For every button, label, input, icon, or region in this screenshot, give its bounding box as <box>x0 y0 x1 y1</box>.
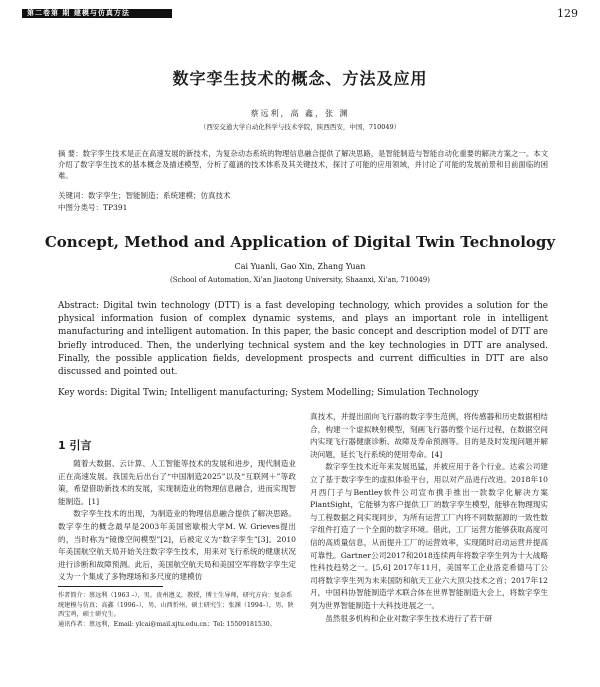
footnotes <box>58 591 298 629</box>
paragraph: 数字孪生技术近年来发展迅猛，并被应用于各个行业。达索公司建立了基于数字孪生的虚拟体验平台，用以对产品进行改进。2018年10月西门子与Bentley软件公司宣布携手推出一款数字化解决方案PlantSight，它能够为客户提供工厂的数字孪生模型，能够在物理现实与工程数据之间实现同步，为所有运营工厂内将不同数据源的一致性数字组件打造了一个全面的数字环境。借此，工厂运营方能够获取高度可信的高质量信息，从而提升工厂的运营效率，实现随时启动运营并提高可靠性。Gartner公司2017和2018连续两年将数字孪生列为十大战略性科技趋势之一。[5,6] 2017年11月，美国军工企业洛克希德马丁公司将数字孪生列为未来国防和航天工业六大顶尖技术之首；2017年12月，中国科协智能制造学术联合体在世界智能制造大会上，将数字孪生列为世界智能制造十大科技进展之一。 <box>310 462 548 610</box>
paragraph: 随着大数据、云计算、人工智能等技术的发展和进步，现代制造业正在高速发展。我国先后出台了“中国制造2025”以及“互联网＋”等政策，希望借助新技术的发展，实现制造业的物理信息融合，进而实现智能制造。[1] <box>58 459 296 506</box>
keywords-english: Key words: Digital Twin; Intelligent manufacturing; System Modelling; Simulation Technology <box>58 388 479 398</box>
running-header-title: 第二卷第 期 建模与仿真方法 <box>27 9 130 17</box>
footnote-divider <box>58 586 163 587</box>
keywords-chinese: 关键词：数字孪生；智能制造；系统建模；仿真技术 <box>58 191 231 200</box>
title-english: Concept, Method and Application of Digital Twin Technology <box>44 233 556 251</box>
affiliation-chinese: （西安交通大学自动化科学与技术学院，陕西西安，中国，710049） <box>199 123 401 131</box>
paragraph: 虽然很多机构和企业对数字孪生技术进行了若干研 <box>325 613 493 623</box>
abstract-chinese: 摘 要：数字孪生技术是正在高速发展的新技术，为复杂动态系统的物理信息融合提供了解决思路，是智能制造与智能自动化重要的解决方案之一。本文介绍了数字孪生技术的基本概念及描述模型，分析了蕴涵的技术体系及其关键技术，探讨了可能的应用领域，并讨论了可能的发展前景和目前面临的困难。 <box>58 149 548 180</box>
body-right-column <box>310 411 548 625</box>
footnote-author-info: 作者简介：蔡远利（1963 –），男，贵州遵义，教授，博士生导师，研究方向：复杂系统建模与仿真；高鑫（1996–），男，山西忻州，硕士研究生；张渊（1994–），男，陕西宝鸡，硕士研究生。 <box>58 592 294 618</box>
authors-english: Cai Yuanli, Gao Xin, Zhang Yuan <box>234 262 366 271</box>
affiliation-english: (School of Automation, Xi'an Jiaotong University, Shaanxi, Xi'an, 710049) <box>170 276 430 284</box>
title-chinese: 数字孪生技术的概念、方法及应用 <box>172 69 428 88</box>
paragraph: 数字孪生技术的出现，为制造业的物理信息融合提供了解决思路。数字孪生的概念最早是2003年美国密歇根大学M. W. Grieves提出的，当时称为“镜像空间模型”[2]，后被定义为“数字孪生”[3]。2010年美国航空航天局开始关注数字孪生技术，用来对飞行系统的健康状况进行诊断和故障预测。此后，美国航空航天局和美国空军将数字孪生定义为一个集成了多物理场和多尺度的建模仿 <box>58 509 296 582</box>
page-number: 129 <box>557 7 578 20</box>
paragraph: 真技术，并提出面向飞行器的数字孪生范例，将传感器和历史数据相结合，构建一个虚拟映射模型，刻画飞行器的整个运行过程，在数据空间内实现飞行器健康诊断、故障及寿命预测等。目的是及时发现问题并解决问题，延长飞行系统的使用寿命。[4] <box>310 412 548 459</box>
abstract-english: Abstract: Digital twin technology (DTT) is a fast developing technology, which provides a solution for the physical information fusion of complex dynamic systems, and plays an important role in intelligent manufacturing and intelligent automation. In this paper, the basic concept and description model of DTT are briefly introduced. Then, the underlying technical system and the key technologies in DTT are analysed. Finally, the possible application fields, development prospects and current difficulties in DTT are also discussed and pointed out. <box>58 301 548 378</box>
section-heading-introduction: 1 引言 <box>58 439 92 452</box>
footnote-corresponding-author: 通讯作者：蔡远利，Email: ylcai@mail.xjtu.edu.cn；Tel: 15509181530。 <box>58 620 276 628</box>
classification-number: 中图分类号：TP391 <box>58 203 128 212</box>
body-left-column <box>58 458 296 584</box>
authors-chinese: 蔡远利，高 鑫，张 渊 <box>250 109 350 118</box>
